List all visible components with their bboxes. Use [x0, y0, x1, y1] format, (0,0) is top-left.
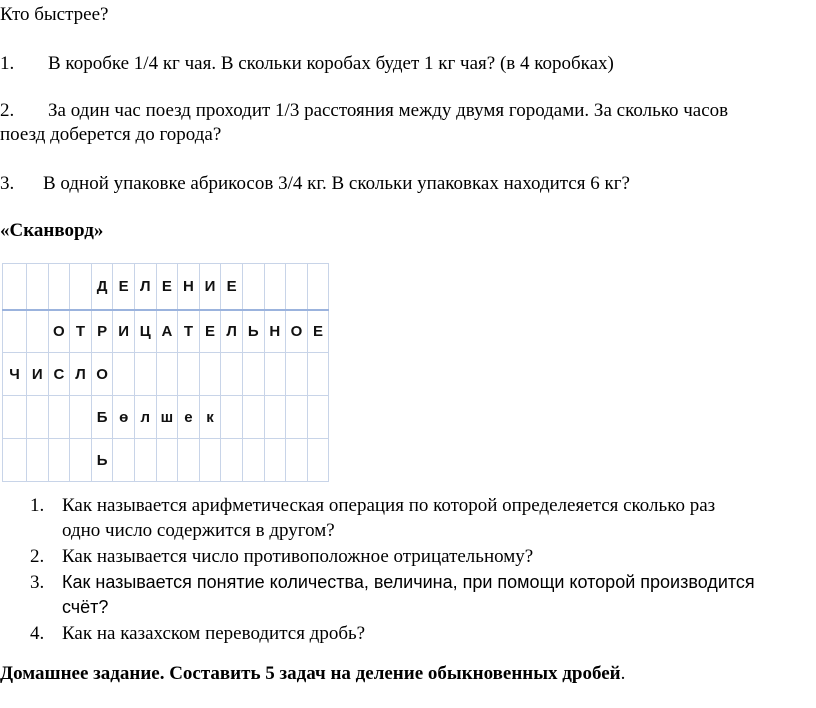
- grid-row: [3, 310, 329, 353]
- grid-cell: Е: [221, 264, 243, 310]
- grid-cell: [48, 396, 70, 439]
- problem-text: В коробке 1/4 кг чая. В скольки коробах будет 1 кг чая? (в 4 коробках): [48, 53, 614, 74]
- grid-cell: Ч: [3, 353, 27, 396]
- grid-cell: [134, 353, 156, 396]
- grid-cell: Н: [264, 310, 286, 353]
- grid-cell: [3, 439, 27, 482]
- problem-1: [0, 53, 614, 75]
- problem-number: 2.: [0, 100, 15, 121]
- grid-cell: [27, 396, 49, 439]
- problem-number: 3.: [0, 173, 15, 194]
- grid-cell: Ь: [91, 439, 113, 482]
- grid-cell: И: [27, 353, 49, 396]
- grid-cell: [199, 353, 221, 396]
- grid-row: [3, 264, 329, 310]
- grid-cell: [264, 264, 286, 310]
- grid-cell: [113, 353, 135, 396]
- grid-cell: Л: [70, 353, 92, 396]
- question-text: Как называется число противоположное отрицательному?: [62, 546, 534, 567]
- grid-cell: [178, 439, 200, 482]
- grid-row: [3, 353, 329, 396]
- grid-cell: О: [48, 310, 70, 353]
- grid-cell: [307, 396, 329, 439]
- grid-cell: [134, 439, 156, 482]
- grid-cell: [70, 396, 92, 439]
- grid-cell: Д: [91, 264, 113, 310]
- grid-cell: Т: [178, 310, 200, 353]
- grid-cell: [264, 439, 286, 482]
- grid-cell: л: [134, 396, 156, 439]
- question-number: 3.: [30, 572, 45, 593]
- grid-cell: [286, 353, 308, 396]
- grid-cell: [307, 439, 329, 482]
- grid-cell: [70, 264, 92, 310]
- grid-cell: е: [178, 396, 200, 439]
- grid-cell: [221, 353, 243, 396]
- grid-cell: [221, 439, 243, 482]
- grid-cell: [27, 264, 49, 310]
- grid-cell: О: [286, 310, 308, 353]
- question-number: 1.: [30, 495, 45, 516]
- scanword-title: «Сканворд»: [0, 220, 104, 241]
- grid-cell: [3, 310, 27, 353]
- grid-cell: ш: [156, 396, 178, 439]
- page-title: Кто быстрее?: [0, 4, 109, 25]
- homework-period: .: [620, 663, 626, 684]
- grid-row: [3, 396, 329, 439]
- question-text: счёт?: [62, 597, 109, 617]
- grid-cell: [3, 264, 27, 310]
- grid-cell: Т: [70, 310, 92, 353]
- grid-cell: [27, 439, 49, 482]
- grid-cell: [242, 264, 264, 310]
- homework-text: Домашнее задание. Составить 5 задач на деление обыкновенных дробей: [0, 663, 621, 684]
- grid-row: [3, 439, 329, 482]
- grid-cell: [199, 439, 221, 482]
- grid-cell: О: [91, 353, 113, 396]
- question-text: одно число содержится в другом?: [62, 520, 335, 541]
- grid-cell: [221, 396, 243, 439]
- grid-cell: [242, 439, 264, 482]
- grid-cell: Е: [156, 264, 178, 310]
- problem-2: [0, 100, 728, 122]
- grid-cell: Н: [178, 264, 200, 310]
- problem-number: 1.: [0, 53, 15, 74]
- grid-cell: [307, 353, 329, 396]
- grid-cell: [3, 396, 27, 439]
- question-text: Как на казахском переводится дробь?: [62, 623, 366, 644]
- grid-cell: [156, 353, 178, 396]
- grid-cell: С: [48, 353, 70, 396]
- problem-text: В одной упаковке абрикосов 3/4 кг. В скольки упаковках находится 6 кг?: [43, 173, 630, 194]
- grid-cell: [286, 439, 308, 482]
- grid-cell: Ц: [134, 310, 156, 353]
- homework: [0, 663, 625, 685]
- grid-cell: [286, 264, 308, 310]
- problem-text: За один час поезд проходит 1/3 расстояния между двумя городами. За сколько часов: [48, 100, 729, 121]
- grid-cell: [286, 396, 308, 439]
- grid-cell: И: [199, 264, 221, 310]
- problem-3: [0, 173, 630, 195]
- grid-cell: [264, 396, 286, 439]
- grid-cell: [156, 439, 178, 482]
- grid-cell: А: [156, 310, 178, 353]
- grid-cell: [113, 439, 135, 482]
- scanword-grid: [2, 263, 329, 482]
- grid-cell: [48, 439, 70, 482]
- grid-cell: ө: [113, 396, 135, 439]
- grid-cell: Р: [91, 310, 113, 353]
- grid-cell: Б: [91, 396, 113, 439]
- question-text: Как называется понятие количества, величина, при помощи которой производится: [62, 572, 755, 592]
- grid-cell: [70, 439, 92, 482]
- grid-cell: к: [199, 396, 221, 439]
- grid-cell: [48, 264, 70, 310]
- grid-cell: Е: [113, 264, 135, 310]
- grid-cell: Л: [134, 264, 156, 310]
- question-text: Как называется арифметическая операция по которой определеяется сколько раз: [62, 495, 716, 516]
- question-number: 4.: [30, 623, 45, 644]
- grid-cell: И: [113, 310, 135, 353]
- question-number: 2.: [30, 546, 45, 567]
- grid-cell: [264, 353, 286, 396]
- grid-cell: [27, 310, 49, 353]
- grid-cell: [178, 353, 200, 396]
- grid-cell: [242, 396, 264, 439]
- grid-cell: Е: [307, 310, 329, 353]
- grid-cell: Ь: [242, 310, 264, 353]
- grid-cell: Е: [199, 310, 221, 353]
- grid-cell: [307, 264, 329, 310]
- grid-cell: [242, 353, 264, 396]
- grid-cell: Л: [221, 310, 243, 353]
- problem-2-continuation: поезд доберется до города?: [0, 124, 222, 145]
